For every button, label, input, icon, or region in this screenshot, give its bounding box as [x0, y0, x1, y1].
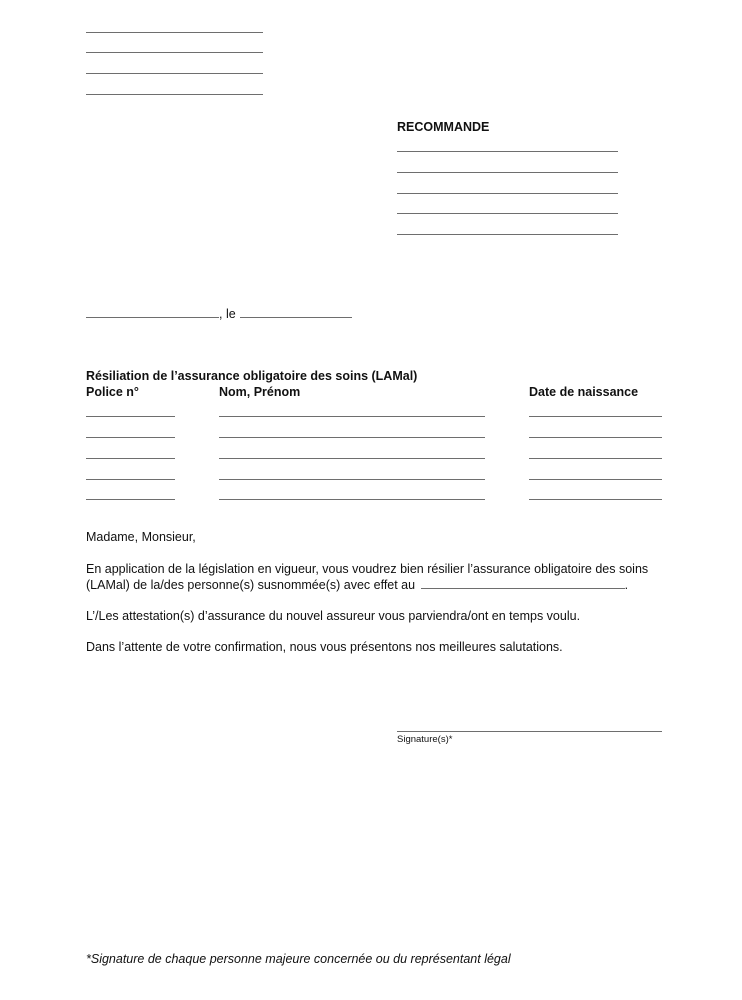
name-field[interactable] — [219, 416, 485, 417]
sender-address-line[interactable] — [86, 52, 263, 53]
body-paragraph-1-line-2 — [86, 577, 671, 593]
registered-mail-label: RECOMMANDE — [397, 120, 490, 134]
policy-number-field[interactable] — [86, 479, 175, 480]
signature-field-line[interactable] — [397, 731, 662, 732]
body-paragraph-1-period: . — [624, 578, 629, 592]
date-field-line[interactable] — [240, 317, 352, 318]
column-header-name: Nom, Prénom — [219, 385, 301, 399]
column-header-birth-date: Date de naissance — [529, 385, 639, 399]
signature-label: Signature(s)* — [397, 734, 453, 745]
name-field[interactable] — [219, 499, 485, 500]
birth-date-field[interactable] — [529, 437, 662, 438]
name-field[interactable] — [219, 458, 485, 459]
policy-number-field[interactable] — [86, 437, 175, 438]
birth-date-field[interactable] — [529, 499, 662, 500]
date-separator: , le — [219, 307, 236, 321]
salutation: Madame, Monsieur, — [86, 530, 196, 544]
recipient-address-line[interactable] — [397, 151, 618, 152]
recipient-address-line[interactable] — [397, 193, 618, 194]
body-paragraph-2: L’/Les attestation(s) d’assurance du nouvel assureur vous parviendra/ont en temps voulu. — [86, 609, 581, 623]
footnote: *Signature de chaque personne majeure concernée ou du représentant légal — [86, 952, 511, 966]
recipient-address-line[interactable] — [397, 172, 618, 173]
birth-date-field[interactable] — [529, 458, 662, 459]
recipient-address-line[interactable] — [397, 213, 618, 214]
body-paragraph-1-text-continued: (LAMal) de la/des personne(s) susnommée(s) avec effet au — [86, 578, 416, 592]
recipient-address-line[interactable] — [397, 234, 618, 235]
subject-title: Résiliation de l’assurance obligatoire des soins (LAMal) — [86, 369, 418, 383]
birth-date-field[interactable] — [529, 416, 662, 417]
body-paragraph-1-line-1 — [86, 561, 671, 577]
sender-address-line[interactable] — [86, 94, 263, 95]
birth-date-field[interactable] — [529, 479, 662, 480]
effective-date-field[interactable] — [421, 577, 625, 589]
sender-address-line[interactable] — [86, 32, 263, 33]
column-header-policy-number: Police n° — [86, 385, 139, 399]
sender-address-line[interactable] — [86, 73, 263, 74]
name-field[interactable] — [219, 479, 485, 480]
policy-number-field[interactable] — [86, 416, 175, 417]
name-field[interactable] — [219, 437, 485, 438]
policy-number-field[interactable] — [86, 458, 175, 459]
body-paragraph-1-text: En application de la législation en vigueur, vous voudrez bien résilier l’assurance obligatoire des soins — [86, 562, 649, 576]
policy-number-field[interactable] — [86, 499, 175, 500]
place-field-line[interactable] — [86, 317, 219, 318]
body-paragraph-3: Dans l’attente de votre confirmation, nous vous présentons nos meilleures salutations. — [86, 640, 563, 654]
